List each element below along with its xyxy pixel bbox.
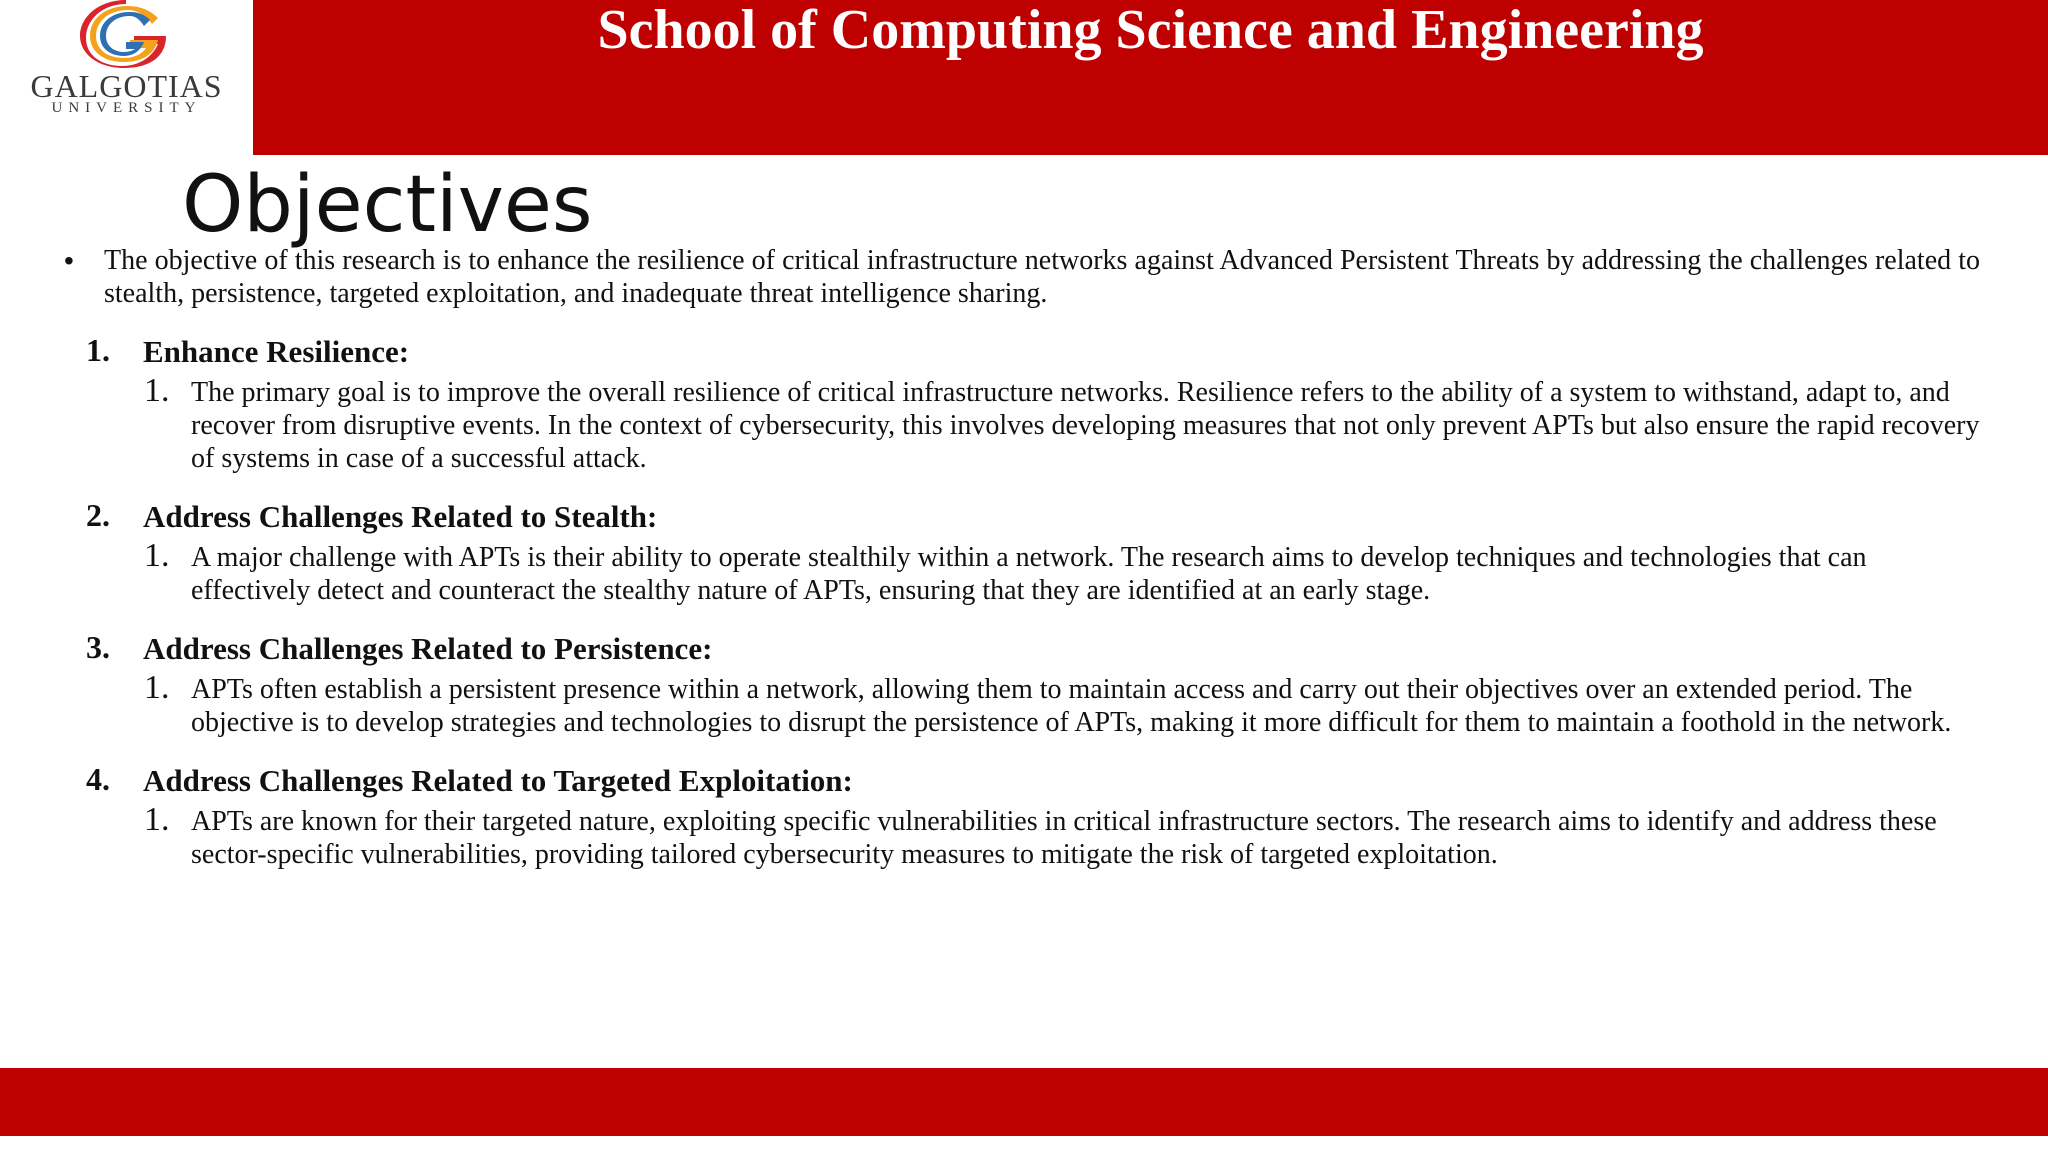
- detail-text: The primary goal is to improve the overall resilience of critical infrastructure networks. Resilience refers to the ability of a system to withstand, adapt to, and recover from disruptive events. In the context of cybersecurity, this involves developing measures that not only prevent APTs but also ensure the rapid recovery of systems in case of a successful attack.: [191, 377, 1980, 474]
- header-title: School of Computing Science and Engineering: [597, 0, 1704, 61]
- detail-number: 1.: [144, 801, 170, 838]
- detail-text: A major challenge with APTs is their ability to operate stealthily within a network. The research aims to develop techniques and technologies that can effectively detect and counteract the stealthy nature of APTs, ensuring that they are identified at an early stage.: [191, 542, 1867, 606]
- objective-detail: [144, 801, 1983, 871]
- objective-detail: [144, 372, 1983, 475]
- objective-item: [86, 332, 1983, 475]
- objective-detail: [144, 669, 1983, 739]
- objective-heading: [86, 332, 1983, 372]
- university-logo: [0, 0, 253, 155]
- objective-detail: [144, 537, 1983, 607]
- slide-content: [0, 244, 2048, 871]
- detail-number: 1.: [144, 669, 170, 706]
- objective-title: Address Challenges Related to Targeted Exploitation:: [143, 763, 853, 798]
- objective-title: Address Challenges Related to Persistence:: [143, 631, 713, 666]
- objective-item: [86, 629, 1983, 739]
- intro-text: The objective of this research is to enhance the resilience of critical infrastructure networks against Advanced Persistent Threats by addressing the challenges related to stealth, persistence, targeted exploitation, and inadequate threat intelligence sharing.: [104, 245, 1980, 309]
- objective-heading: [86, 761, 1983, 801]
- footer-band: [0, 1068, 2048, 1136]
- detail-text: APTs often establish a persistent presence within a network, allowing them to maintain access and carry out their objectives over an extended period. The objective is to develop strategies and technologies to disrupt the persistence of APTs, making it more difficult for them to maintain a foothold in the network.: [191, 674, 1952, 738]
- page-title: Objectives: [182, 160, 593, 250]
- objective-number: 1.: [86, 332, 110, 368]
- objective-item: [86, 761, 1983, 871]
- objective-number: 4.: [86, 761, 110, 797]
- objective-heading: [86, 629, 1983, 669]
- objective-number: 3.: [86, 629, 110, 665]
- objective-number: 2.: [86, 497, 110, 533]
- header-band: [253, 0, 2048, 155]
- detail-number: 1.: [144, 537, 170, 574]
- bullet-dot-icon: •: [64, 245, 74, 276]
- objective-title: Address Challenges Related to Stealth:: [143, 499, 658, 534]
- objective-item: [86, 497, 1983, 607]
- detail-text: APTs are known for their targeted nature, exploiting specific vulnerabilities in critical infrastructure sectors. The research aims to identify and address these sector-specific vulnerabilities, providing tailored cybersecurity measures to mitigate the risk of targeted exploitation.: [191, 806, 1937, 870]
- intro-bullet: [64, 244, 1980, 310]
- logo-subtitle: UNIVERSITY: [51, 100, 202, 116]
- logo-name: GALGOTIAS: [30, 68, 223, 104]
- objective-heading: [86, 497, 1983, 537]
- galgotias-g-logo-icon: [78, 0, 174, 68]
- objective-title: Enhance Resilience:: [143, 334, 410, 369]
- detail-number: 1.: [144, 372, 170, 409]
